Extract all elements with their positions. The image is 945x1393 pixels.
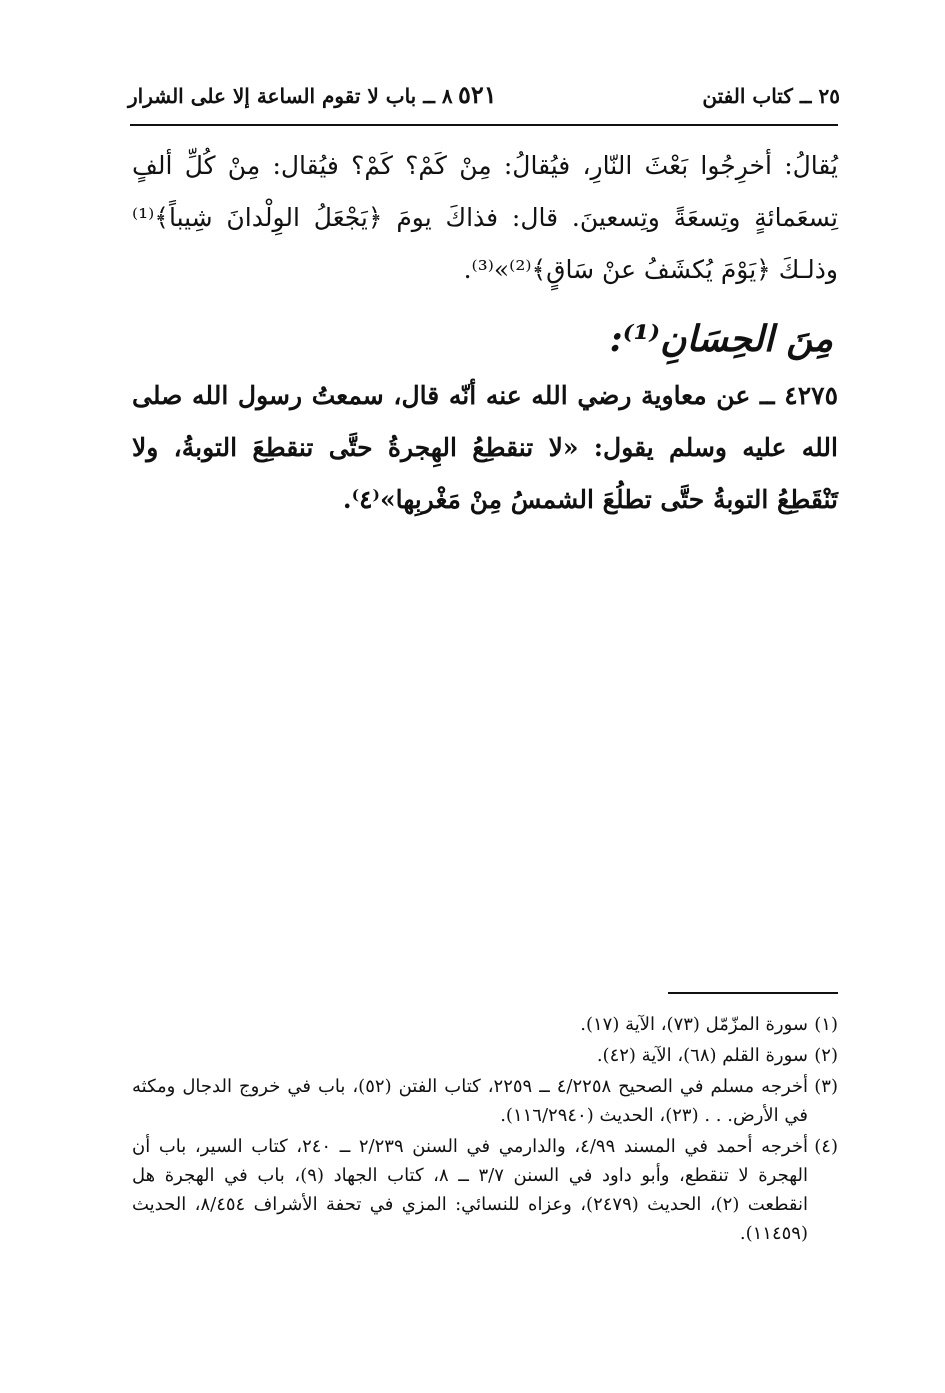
page-number: ٥٢١ xyxy=(458,80,497,109)
footnotes xyxy=(132,1010,838,1250)
footnote-text: سورة القلم (٦٨)، الآية (٤٢). xyxy=(596,1045,808,1066)
footnote-number: (١) xyxy=(814,1014,838,1035)
header-section: ٨ ــ باب لا تقوم الساعة إلا على الشرار xyxy=(128,84,453,108)
header-chapter: ٢٥ ــ كتاب الفتن xyxy=(702,84,840,108)
footnote-2 xyxy=(132,1041,838,1070)
continuation-paragraph: يُقالُ: أخرِجُوا بَعْثَ النّارِ، فيُقالُ: مِنْ كَمْ؟ كَمْ؟ فيُقال: مِنْ كُلِّ ألفٍ تِسعَمائةٍ وتِسعَةً وتِسعينَ. قال: فذاكَ يومَ ﴿يَجْعَلُ الوِلْدانَ شِيباً﴾⁽¹⁾ وذلـكَ ﴿يَوْمَ يُكشَفُ عنْ سَاقٍ﴾⁽²⁾»⁽³⁾. xyxy=(132,151,838,284)
footnote-number: (٤) xyxy=(814,1136,838,1157)
footnote-number: (٣) xyxy=(814,1076,838,1097)
footnote-1 xyxy=(132,1010,838,1039)
footnote-rule xyxy=(668,992,838,994)
footnote-4 xyxy=(132,1132,838,1248)
footnote-text: سورة المزّمّل (٧٣)، الآية (١٧). xyxy=(580,1014,808,1035)
footnote-number: (٢) xyxy=(814,1045,838,1066)
hadith-text: ــ عن معاوية رضي الله عنه أنّه قال، سمعتُ رسول الله صلى الله عليه وسلم يقول: «لا تنقطِعُ الهِجرةُ حتَّى تنقطِعَ التوبةُ، ولا تَنْقَطِعُ التوبةُ حتَّى تطلُعَ الشمسُ مِنْ مَغْربِها»⁽٤⁾. xyxy=(132,381,838,514)
footnote-text: أخرجه مسلم في الصحيح ٤/٢٢٥٨ ــ ٢٢٥٩، كتاب الفتن (٥٢)، باب في خروج الدجال ومكثه في الأرض. . . (٢٣)، الحديث (١١٦/٢٩٤٠). xyxy=(132,1076,809,1126)
footnote-3 xyxy=(132,1072,838,1130)
header-rule xyxy=(130,124,838,126)
section-heading: مِنَ الحِسَانِ⁽¹⁾: xyxy=(609,318,833,360)
hadith-paragraph xyxy=(132,370,838,526)
footnote-text: أخرجه أحمد في المسند ٤/٩٩، والدارمي في السنن ٢/٢٣٩ ــ ٢٤٠، كتاب السير، باب أن الهجرة لا تنقطع، وأبو داود في السنن ٣/٧ ــ ٨، كتاب الجهاد (٩)، باب في الهجرة هل انقطعت (٢)، الحديث (٢٤٧٩)، وعزاه للنسائي: المزي في تحفة الأشراف ٨/٤٥٤، الحديث (١١٤٥٩). xyxy=(132,1136,808,1244)
hadith-number: ٤٢٧٥ xyxy=(784,381,838,410)
running-header xyxy=(128,80,840,114)
